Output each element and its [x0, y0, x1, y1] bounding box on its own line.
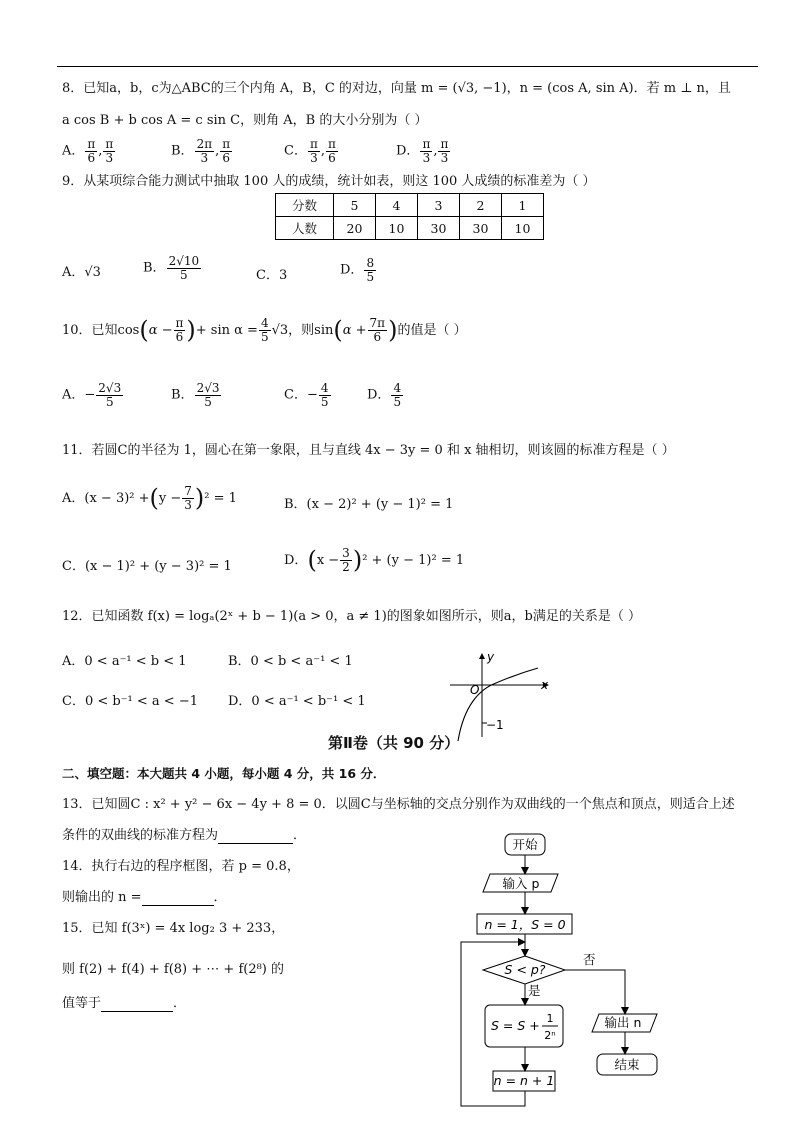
numerator: π — [327, 137, 336, 151]
x-axis-label: x — [541, 678, 549, 692]
table-cell: 5 — [334, 194, 376, 217]
text: 值等于 — [62, 996, 102, 1011]
text: α + — [342, 322, 367, 338]
origin-label: O — [470, 683, 480, 697]
table-cell: 10 — [502, 217, 544, 240]
option-label: A． — [62, 387, 85, 403]
numerator: 7 — [184, 484, 192, 499]
table-cell: 20 — [334, 217, 376, 240]
option-label: B． — [171, 143, 194, 159]
table-cell: 4 — [376, 194, 418, 217]
q10-option — [171, 382, 222, 408]
condition-label: S < p? — [504, 962, 546, 977]
update-denominator: 2ⁿ — [544, 1029, 556, 1042]
init-label: n = 1，S = 0 — [484, 917, 566, 932]
q9-stem: 9．从某项综合能力测试中抽取 100 人的成绩，统计如表，则这 100 人成绩的标准差为（ ） — [62, 174, 596, 189]
q9-option-d — [340, 257, 377, 283]
numerator: π — [175, 316, 184, 331]
text: 条件的双曲线的标准方程为 — [62, 828, 219, 843]
option-label: A． — [62, 490, 85, 506]
q9-option-a — [62, 265, 101, 281]
option-label: B． — [143, 260, 166, 276]
q8-option: A． $\frac{\pi}{6}$ , $\frac{\pi}{3}$ — [62, 137, 114, 165]
fraction — [85, 138, 97, 164]
option-label: D． — [367, 387, 391, 403]
start-label: 开始 — [512, 837, 538, 852]
fraction — [220, 138, 232, 164]
table-cell: 1 — [502, 194, 544, 217]
q15-line3 — [62, 996, 186, 1012]
numerator: π — [222, 137, 231, 151]
denominator: 6 — [373, 329, 382, 344]
option-label: B． — [171, 387, 194, 403]
sign: − — [84, 387, 96, 403]
fraction — [174, 317, 186, 343]
q8-stem-line1: 8．已知a，b，c为△ABC的三个内角 A，B，C 的对边，向量 m = (√3, −1)，n = (cos A, sin A)．若 m ⊥ n，且 — [62, 81, 731, 96]
q10-option — [284, 382, 332, 408]
q12-option-b: B．0 < b < a⁻¹ < 1 — [228, 654, 353, 669]
q11-option-d: D．(x − $\frac{3}{2}$ )² + (y − 1)² = 1 — [284, 546, 465, 574]
fraction — [364, 257, 376, 283]
yes-label: 是 — [528, 983, 541, 998]
option-label: D． — [396, 143, 420, 159]
q11-option-c: C．(x − 1)² + (y − 3)² = 1 — [62, 559, 232, 574]
numerator: π — [309, 137, 318, 151]
q8-option: C． $\frac{\pi}{3}$ , $\frac{\pi}{6}$ — [284, 137, 336, 165]
denominator: 6 — [87, 150, 96, 165]
fraction — [308, 138, 320, 164]
q8-option: D． $\frac{\pi}{3}$ , $\frac{\pi}{3}$ — [396, 137, 449, 165]
text: ． — [293, 828, 307, 843]
numerator: 4 — [393, 381, 402, 395]
text: √3，则sin — [271, 322, 334, 338]
fraction — [319, 382, 331, 408]
score-table — [275, 193, 544, 240]
text: 10．已知cos — [62, 322, 140, 338]
denominator: 5 — [320, 394, 329, 409]
fraction — [391, 382, 403, 408]
fraction — [96, 382, 123, 408]
q9-option-c: C．3 — [256, 268, 288, 283]
q12-option-a: A．0 < a⁻¹ < b < 1 — [62, 654, 187, 669]
text: 则输出的 n = — [62, 890, 142, 905]
option-label: C． — [284, 387, 307, 403]
header-rule — [57, 66, 758, 67]
fraction — [195, 138, 215, 164]
denominator: 5 — [366, 269, 375, 284]
q12-option-d: D．0 < a⁻¹ < b⁻¹ < 1 — [228, 694, 366, 709]
text: y − — [158, 490, 182, 506]
fraction — [195, 382, 222, 408]
fraction — [182, 485, 194, 511]
denominator: 5 — [105, 394, 114, 409]
table-cell: 人数 — [276, 217, 334, 240]
table-cell: 分数 — [276, 194, 334, 217]
option-label: C． — [284, 143, 307, 159]
part-two-title: 第Ⅱ卷（共 90 分） — [328, 734, 460, 752]
option-label: A． — [62, 143, 85, 159]
text: ． — [173, 996, 187, 1011]
denominator: 2 — [342, 559, 350, 574]
option-label: D． — [340, 262, 364, 278]
q12-graph — [440, 645, 560, 745]
q12-stem: 12．已知函数 f(x) = logₐ(2ˣ + b − 1)(a > 0，a ≠ 1)的图象如图所示，则a，b满足的关系是（ ） — [62, 609, 641, 624]
fraction — [103, 138, 115, 164]
fraction — [420, 138, 432, 164]
text: + sin α = — [195, 322, 258, 338]
denominator: 3 — [184, 497, 192, 512]
table-row — [276, 217, 544, 240]
fraction — [326, 138, 338, 164]
fraction — [368, 317, 388, 343]
text: 的值是（ ） — [397, 322, 467, 338]
denominator: 5 — [204, 394, 212, 409]
denominator: 6 — [222, 150, 230, 165]
option-label: D． — [284, 552, 308, 568]
numerator: 4 — [320, 381, 329, 395]
text: (x − 3)² + — [84, 490, 150, 506]
q13-line1: 13．已知圆C : x² + y² − 6x − 4y + 8 = 0．以圆C与坐标轴的交点分别作为双曲线的一个焦点和顶点，则适合上述 — [62, 797, 735, 812]
q11-option-b: B．(x − 2)² + (y − 1)² = 1 — [284, 497, 454, 512]
q14-line2 — [62, 890, 227, 906]
q9-option-b — [143, 255, 202, 281]
numerator: π — [105, 137, 114, 151]
no-label: 否 — [583, 952, 596, 967]
denominator: 3 — [440, 150, 449, 165]
update-numerator: 1 — [546, 1012, 554, 1025]
denominator: 3 — [105, 150, 114, 165]
q8-stem-line2: a cos B + b cos A = c sin C，则角 A，B 的大小分别为（ ） — [62, 113, 428, 128]
answer-blank[interactable] — [218, 843, 293, 844]
numerator: π — [440, 137, 449, 151]
denominator: 3 — [310, 150, 318, 165]
q15-line2: 则 f(2) + f(4) + f(8) + ⋯ + f(2⁸) 的 — [62, 962, 285, 977]
q15-line1: 15．已知 f(3ˣ) = 4x log₂ 3 + 233， — [62, 921, 285, 936]
flowchart — [455, 830, 670, 1110]
y-axis-label: y — [487, 650, 495, 664]
text: ． — [213, 890, 227, 905]
text: α − — [148, 322, 173, 338]
q13-line2 — [62, 828, 306, 844]
text: ² + (y − 1)² = 1 — [362, 552, 465, 568]
output-label: 输出 n — [604, 1015, 642, 1030]
fill-in-section-title: 二、填空题：本大题共 4 小题，每小题 4 分，共 16 分． — [62, 766, 386, 781]
table-cell: 30 — [418, 217, 460, 240]
table-cell: 3 — [418, 194, 460, 217]
numerator: 3 — [342, 546, 350, 561]
table-cell: 2 — [460, 194, 502, 217]
fraction — [340, 547, 352, 573]
table-cell: 10 — [376, 217, 418, 240]
q14-line1: 14．执行右边的程序框图，若 p = 0.8， — [62, 859, 300, 874]
sign: − — [306, 387, 318, 403]
denominator: 3 — [422, 150, 431, 165]
end-label: 结束 — [614, 1057, 640, 1072]
option-label: A． — [62, 265, 85, 280]
numerator: 2√3 — [98, 381, 122, 395]
table-cell: 30 — [460, 217, 502, 240]
text: ² = 1 — [204, 490, 237, 506]
denominator: 6 — [328, 150, 336, 165]
q11-option-a: A．(x − 3)² +(y − $\frac{7}{3}$ )² = 1 — [62, 484, 237, 512]
numerator: 4 — [260, 316, 269, 331]
input-label: 输入 p — [502, 876, 540, 891]
numerator: 8 — [366, 256, 375, 270]
numerator: 2π — [196, 137, 213, 151]
y-axis-arrow — [479, 653, 485, 659]
table-row — [276, 194, 544, 217]
q12-option-c: C．0 < b⁻¹ < a < −1 — [62, 694, 198, 709]
answer-blank[interactable] — [101, 1011, 173, 1012]
answer-blank[interactable] — [142, 905, 214, 906]
fraction — [438, 138, 450, 164]
q11-stem: 11．若圆C的半径为 1，圆心在第一象限，且与直线 4x − 3y = 0 和 x 轴相切，则该圆的标准方程是（ ） — [62, 443, 675, 458]
option-value: √3 — [84, 265, 101, 280]
text: x − — [316, 552, 340, 568]
numerator: 2√10 — [168, 254, 200, 268]
denominator: 5 — [260, 329, 269, 344]
numerator: π — [87, 137, 96, 151]
numerator: 7π — [369, 316, 386, 331]
fraction — [167, 255, 202, 281]
denominator: 5 — [393, 394, 402, 409]
denominator: 6 — [175, 329, 184, 344]
numerator: 2√3 — [196, 381, 220, 395]
q10-stem: 10．已知cos(α − $\frac{\pi}{6}$ )+ sin α = $\frac{4}{5}$ √3，则sin(α + $\frac{7\pi}{6}$ )的值是（ ） — [62, 316, 467, 344]
numerator: π — [422, 137, 431, 151]
q10-option — [62, 382, 124, 408]
increment-label: n = n + 1 — [493, 1073, 555, 1088]
q8-option: B． $\frac{2\pi}{3}$ , $\frac{\pi}{6}$ — [171, 137, 231, 165]
denominator: 5 — [180, 267, 188, 282]
fraction — [259, 317, 271, 343]
q10-option — [367, 382, 404, 408]
denominator: 3 — [200, 150, 209, 165]
update-label: S = S + — [491, 1018, 540, 1033]
minus-one-label: −1 — [486, 718, 504, 732]
